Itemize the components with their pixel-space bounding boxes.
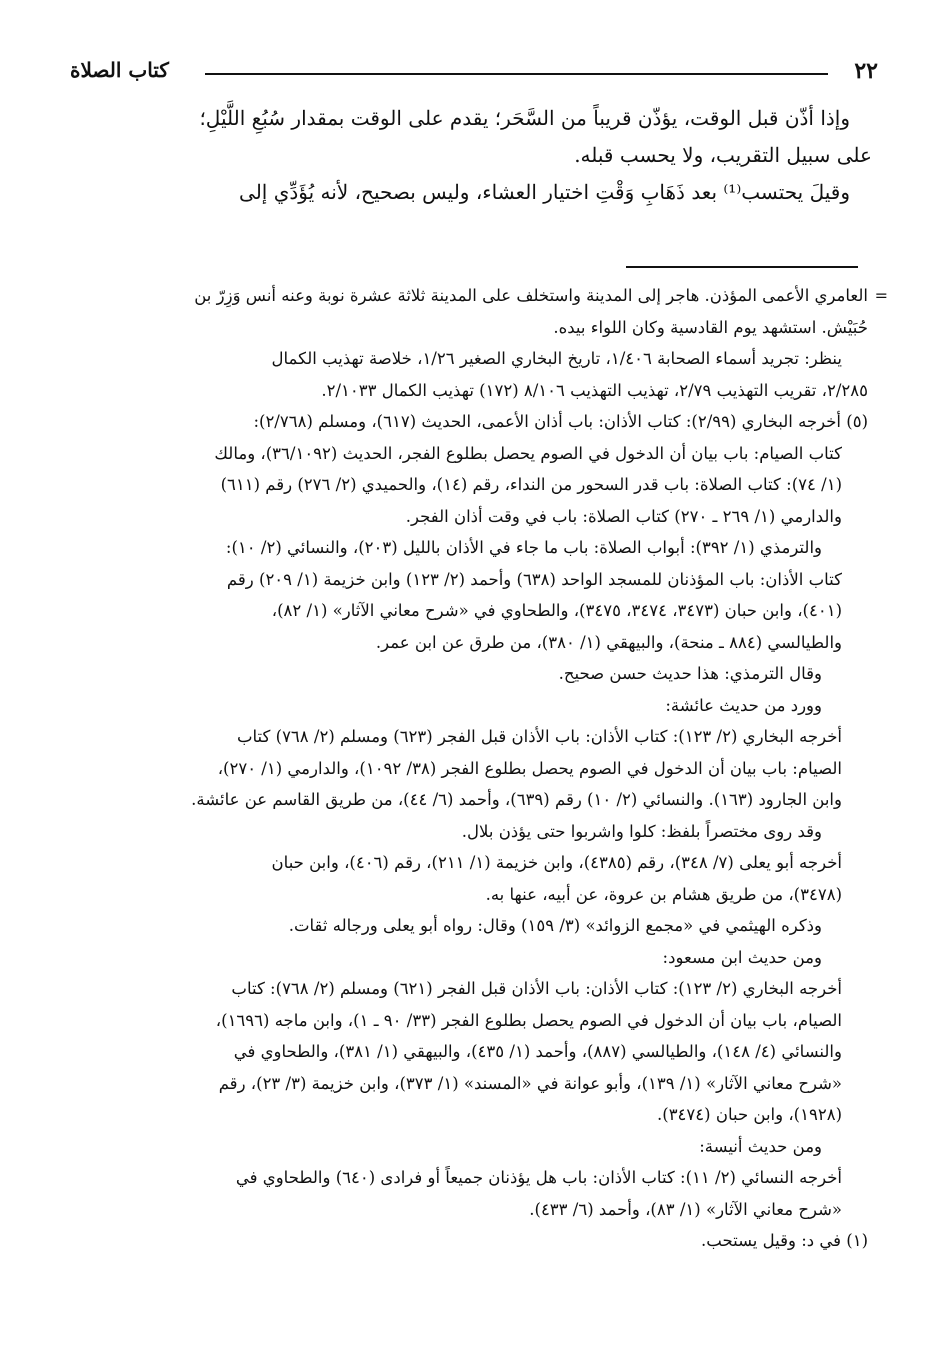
footnotes	[76, 280, 888, 1257]
continuation-mark: =	[874, 286, 888, 305]
page-number: ٢٢	[854, 58, 878, 84]
footnote-line: (٣٤٧٨)، من طريق هشام بن عروة، عن أبيه، عنها به.	[485, 884, 842, 904]
footnote-line: (١/ ٧٤): كتاب الصلاة: باب قدر السحور من النداء، رقم (١٤)، والحميدي (٢/ ٢٧٦) رقم (٦١١)	[220, 475, 842, 494]
running-title: كتاب الصلاة	[70, 58, 169, 82]
page-header	[70, 58, 878, 88]
footnote-line: وذكره الهيثمي في «مجمع الزوائد» (٣/ ١٥٩) وقال: رواه أبو يعلى ورجاله ثقات.	[288, 916, 822, 935]
footnote-line: والدارمي (١/ ٢٦٩ ـ ٢٧٠) كتاب الصلاة: باب في وقت أذان الفجر.	[405, 506, 842, 526]
footnote-line: كتاب الصيام: باب بيان أن الدخول في الصوم يحصل بطلوع الفجر، الحديث (٣٦/١٠٩٢)، ومالك	[214, 443, 842, 463]
footnote-line: والطيالسي (٨٨٤ ـ منحة)، والبيهقي (١/ ٣٨٠)، من طرق عن ابن عمر.	[375, 632, 842, 652]
main-line: على سبيل التقريب، ولا يحسب قبله.	[574, 143, 872, 167]
main-line: وقيلَ يحتسب⁽¹⁾ بعد ذَهَابِ وَقْتِ اختيار العشاء، وليس بصحيح، لأنه يُؤَدِّي إلى	[239, 180, 850, 204]
footnote-line: ومن حديث ابن مسعود:	[662, 947, 822, 967]
footnote-line: ٢/٢٨٥، تقريب التهذيب ٢/٧٩، تهذيب التهذيب ٨/١٠٦ (١٧٢) تهذيب الكمال ٢/١٠٣٣.	[321, 380, 868, 400]
footnote-line: «شرح معاني الآثار» (١/ ٨٣)، وأحمد (٦/ ٤٣٣).	[529, 1199, 842, 1219]
footnote-line: (١) في د: وقيل يستحب.	[701, 1231, 868, 1250]
footnote-separator	[626, 266, 858, 268]
footnote-line: أخرجه البخاري (٢/ ١٢٣): كتاب الأذان: باب الأذان قبل الفجر (٦٢٣) ومسلم (٢/ ٧٦٨) كتاب	[236, 727, 842, 746]
footnote-line: حُبَيْش. استشهد يوم القادسية وكان اللواء بيده.	[553, 317, 868, 337]
footnote-line: وابن الجارود (١٦٣). والنسائي (٢/ ١٠) رقم (٦٣٩)، وأحمد (٦/ ٤٤)، من طريق القاسم عن عائشة.	[191, 790, 842, 809]
footnote-line: والترمذي (١/ ٣٩٢): أبواب الصلاة: باب ما جاء في الأذان بالليل (٢٠٣)، والنسائي (٢/ ١٠):	[225, 538, 822, 557]
footnote-line: العامري الأعمى المؤذن. هاجر إلى المدينة واستخلف على المدينة ثلاثة عشرة نوبة وعنه أنس وَزِرّ بن	[194, 286, 868, 305]
footnote-line: «شرح معاني الآثار» (١/ ١٣٩)، وأبو عوانة في «المسند» (١/ ٣٧٣)، وابن خزيمة (٣/ ٢٣)، رقم	[218, 1073, 842, 1093]
footnote-line: ومن حديث أنيسة:	[699, 1136, 822, 1156]
main-line: وإذا أذّن قبل الوقت، يؤذّن قريباً من السَّحَر؛ يقدم على الوقت بمقدار سُبُعِ اللَّيْلِ؛	[199, 106, 850, 130]
footnote-line: وورد من حديث عائشة:	[665, 695, 822, 715]
main-text	[70, 100, 872, 211]
footnote-line: أخرجه النسائي (٢/ ١١): كتاب الأذان: باب هل يؤذنان جميعاً أو فرادى (٦٤٠) والطحاوي في	[235, 1168, 842, 1187]
footnote-line: كتاب الأذان: باب المؤذنان للمسجد الواحد (٦٣٨) وأحمد (٢/ ١٢٣) وابن خزيمة (١/ ٢٠٩) رقم	[226, 569, 842, 589]
footnote-line: (٥) أخرجه البخاري (٢/٩٩): كتاب الأذان: باب أذان الأعمى، الحديث (٦١٧)، ومسلم (٢/٧٦٨):	[253, 412, 868, 431]
footnote-line: (١٩٢٨)، وابن حبان (٣٤٧٤).	[657, 1105, 842, 1124]
footnote-line: (٤٠١)، وابن حبان (٣٤٧٣، ٣٤٧٤، ٣٤٧٥)، والطحاوي في «شرح معاني الآثار» (١/ ٨٢)،	[271, 601, 842, 620]
footnote-line: وقد روى مختصراً بلفظ: كلوا واشربوا حتى يؤذن بلال.	[461, 821, 822, 841]
footnote-line: وقال الترمذي: هذا حديث حسن صحيح.	[558, 664, 822, 683]
footnote-line: أخرجه البخاري (٢/ ١٢٣): كتاب الأذان: باب الأذان قبل الفجر (٦٢١) ومسلم (٢/ ٧٦٨): كتاب	[231, 979, 842, 998]
footnote-line: أخرجه أبو يعلى (٧/ ٣٤٨)، رقم (٤٣٨٥)، وابن خزيمة (١/ ٢١١)، رقم (٤٠٦)، وابن حبان	[271, 853, 842, 872]
footnote-line: والنسائي (٤/ ١٤٨)، والطيالسي (٨٨٧)، وأحمد (١/ ٤٣٥)، والبيهقي (١/ ٣٨١)، والطحاوي في	[233, 1042, 842, 1061]
footnote-line: الصيام: باب بيان أن الدخول في الصوم يحصل بطلوع الفجر (٣٨/ ١٠٩٢)، والدارمي (١/ ٢٧٠)،	[217, 758, 842, 778]
footnote-line: الصيام، باب بيان أن الدخول في الصوم يحصل بطلوع الفجر (٣٣/ ٩٠ ـ ١)، وابن ماجه (١٦٩٦)،	[215, 1010, 842, 1030]
header-rule	[205, 73, 828, 75]
footnote-line: ينظر: تجريد أسماء الصحابة ١/٤٠٦، تاريخ البخاري الصغير ١/٢٦، خلاصة تهذيب الكمال	[271, 349, 842, 368]
